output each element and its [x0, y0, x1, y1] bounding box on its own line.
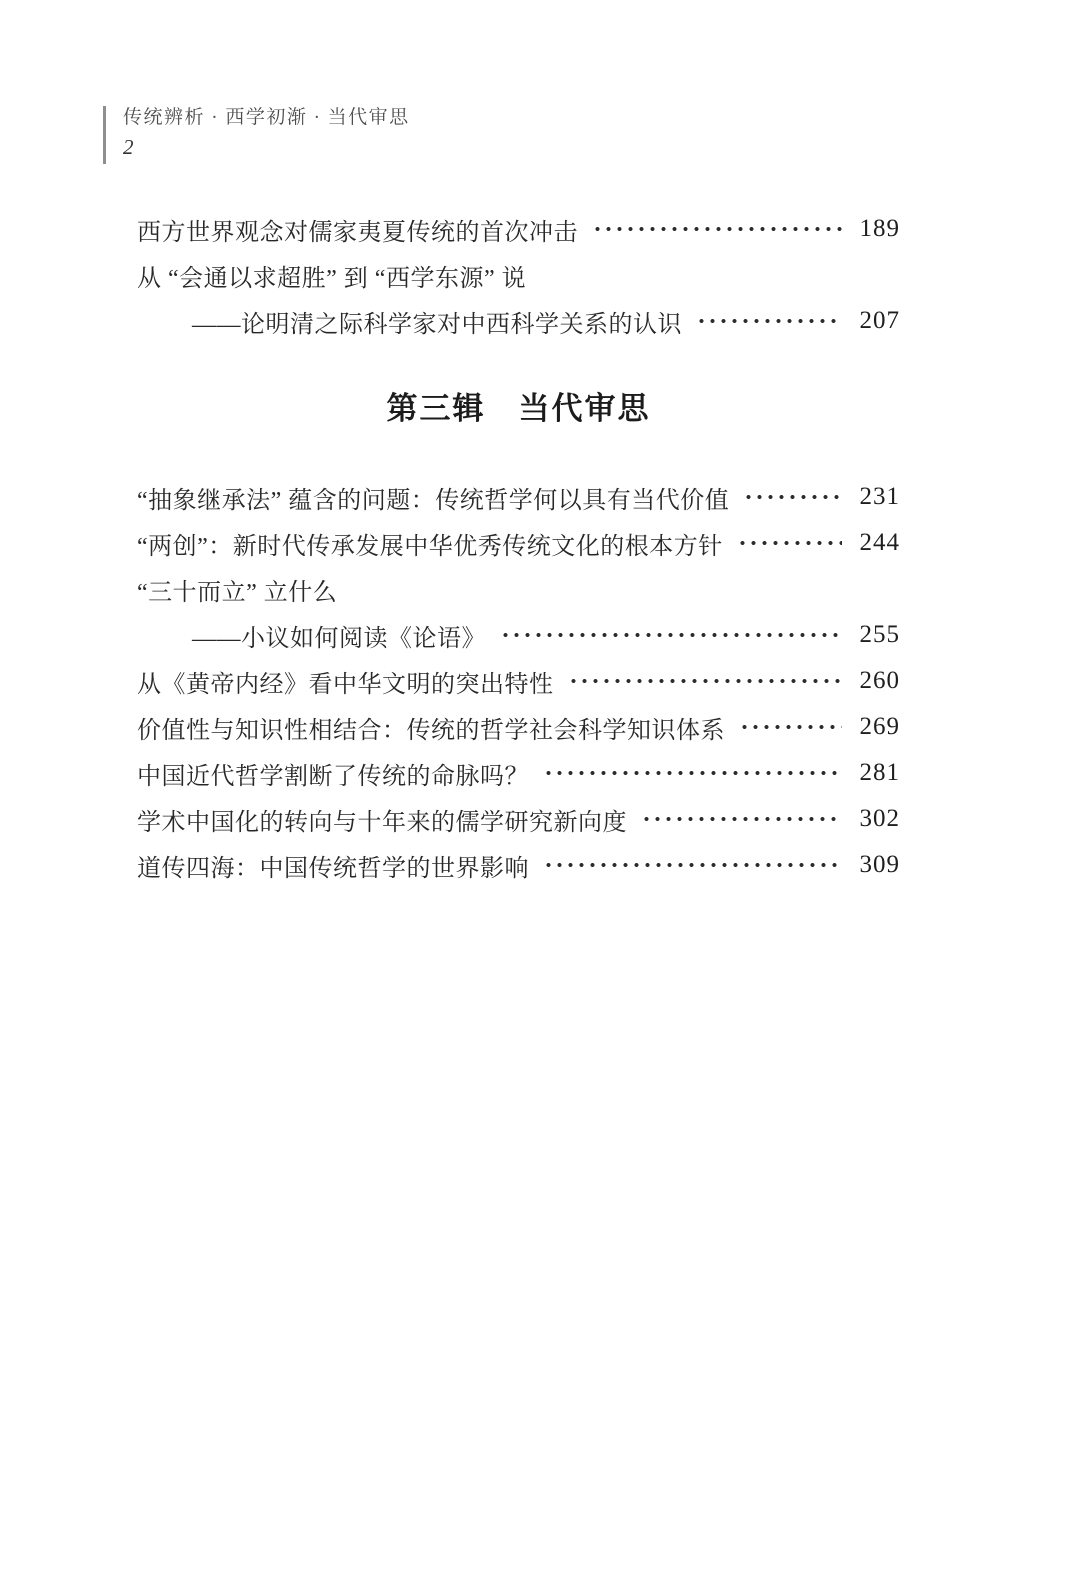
toc-entry — [137, 252, 900, 298]
section-heading: 第三辑 当代审思 — [386, 391, 651, 426]
toc-list-part1 — [137, 206, 900, 344]
toc-entry-page-number: 260 — [859, 667, 900, 694]
toc-entry-title: ——小议如何阅读《论语》 — [192, 625, 486, 652]
toc-entry-page-number: 189 — [859, 215, 900, 242]
toc-entry — [137, 298, 900, 344]
toc-entry — [137, 704, 900, 750]
dot-leader — [543, 842, 842, 888]
toc-entry-title: “抽象继承法” 蕴含的问题：传统哲学何以具有当代价值 — [137, 487, 730, 514]
dot-leader — [543, 750, 842, 796]
dot-leader — [641, 796, 842, 842]
dot-leader — [743, 474, 842, 520]
toc-entry — [137, 520, 900, 566]
toc-entry-title: 中国近代哲学割断了传统的命脉吗？ — [137, 763, 529, 790]
page-header — [103, 106, 410, 164]
folio-page-number: 2 — [123, 134, 134, 159]
dot-leader — [500, 612, 842, 658]
dot-leader — [739, 704, 842, 750]
toc-entry-page-number: 255 — [859, 621, 900, 648]
running-title: 传统辨析 · 西学初渐 · 当代审思 — [123, 107, 410, 128]
dot-leader — [696, 298, 842, 344]
toc-entry-title: 西方世界观念对儒家夷夏传统的首次冲击 — [137, 219, 578, 246]
toc-entry-title: 从《黄帝内经》看中华文明的突出特性 — [137, 671, 554, 698]
toc-entry-title: 从 “会通以求超胜” 到 “西学东源” 说 — [137, 265, 527, 292]
dot-leader — [592, 206, 842, 252]
toc-entry-title: ——论明清之际科学家对中西科学关系的认识 — [192, 311, 682, 338]
toc-entry-page-number: 231 — [859, 483, 900, 510]
toc-entry-page-number: 281 — [859, 759, 900, 786]
toc-list-part2 — [137, 474, 900, 888]
toc-entry — [137, 750, 900, 796]
toc-entry-title: 道传四海：中国传统哲学的世界影响 — [137, 855, 529, 882]
toc-entry-page-number: 302 — [859, 805, 900, 832]
toc-entry — [137, 842, 900, 888]
dot-leader — [568, 658, 843, 704]
toc-entry — [137, 658, 900, 704]
toc-entry-title: 价值性与知识性相结合：传统的哲学社会科学知识体系 — [137, 717, 725, 744]
toc-entry-page-number: 207 — [859, 307, 900, 334]
toc-entry-title: “两创”：新时代传承发展中华优秀传统文化的根本方针 — [137, 533, 723, 560]
toc-entry — [137, 474, 900, 520]
toc-entry — [137, 566, 900, 612]
toc-entry — [137, 612, 900, 658]
toc-entry-title: 学术中国化的转向与十年来的儒学研究新向度 — [137, 809, 627, 836]
toc-entry-page-number: 309 — [859, 851, 900, 878]
toc-entry-page-number: 269 — [859, 713, 900, 740]
toc-entry — [137, 206, 900, 252]
toc-entry-page-number: 244 — [859, 529, 900, 556]
toc-entry — [137, 796, 900, 842]
toc-entry-title: “三十而立” 立什么 — [137, 579, 338, 606]
dot-leader — [737, 520, 842, 566]
